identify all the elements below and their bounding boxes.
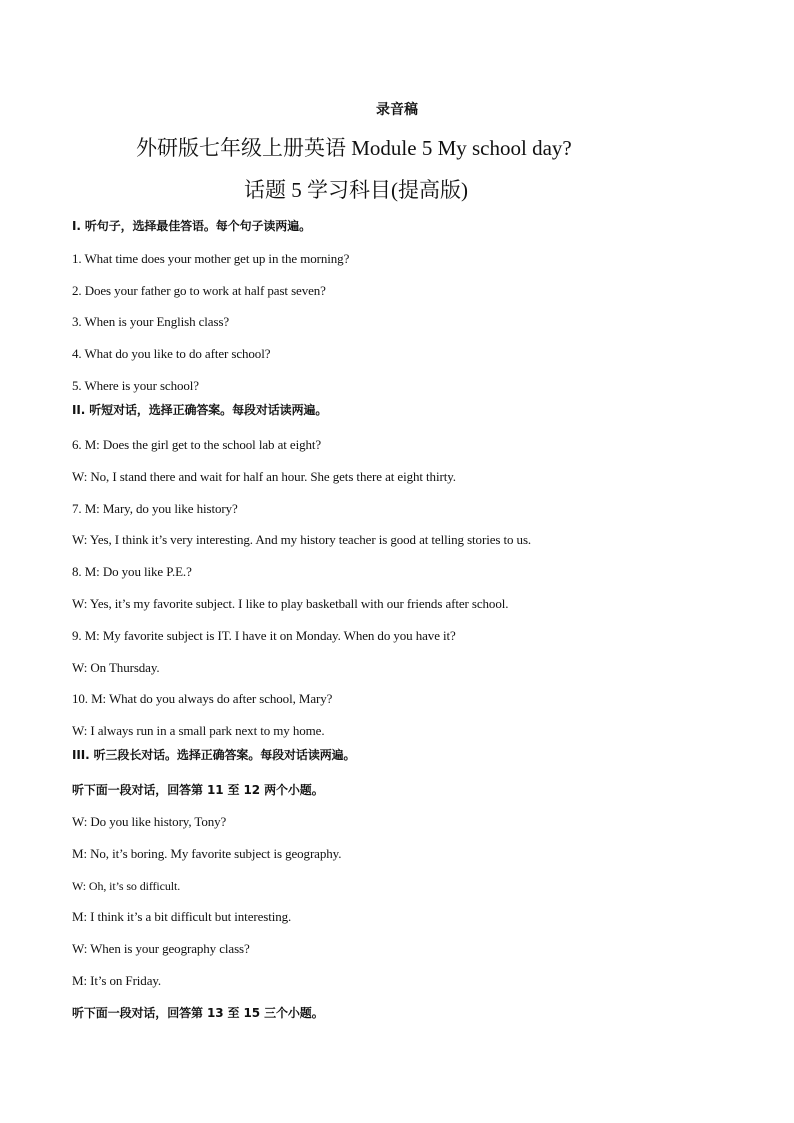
- section-3-line: W: Oh, it’s so difficult.: [72, 879, 181, 893]
- section-3-line: W: Do you like history, Tony?: [72, 814, 227, 829]
- section-3-heading: III. 听三段长对话。选择正确答案。每段对话读两遍。: [72, 748, 356, 762]
- section-1-line: 3. When is your English class?: [72, 314, 230, 329]
- section-2-line: W: I always run in a small park next to my home.: [72, 723, 325, 738]
- section-2-line: 6. M: Does the girl get to the school lab at eight?: [72, 437, 322, 452]
- section-1-line: 1. What time does your mother get up in the morning?: [72, 251, 350, 266]
- section-3-line: M: It’s on Friday.: [72, 973, 162, 988]
- section-1-line: 5. Where is your school?: [72, 378, 199, 393]
- section-3-line: M: No, it’s boring. My favorite subject is geography.: [72, 846, 342, 861]
- section-2-line: W: Yes, it’s my favorite subject. I like to play basketball with our friends after school.: [72, 596, 509, 611]
- section-3-line: M: I think it’s a bit difficult but interesting.: [72, 909, 292, 924]
- section-1-heading: Ⅰ. 听句子，选择最佳答语。每个句子读两遍。: [72, 219, 312, 233]
- section-2-line: W: No, I stand there and wait for half an hour. She gets there at eight thirty.: [72, 469, 456, 484]
- section-3-line: W: When is your geography class?: [72, 941, 250, 956]
- section-1-line: 4. What do you like to do after school?: [72, 346, 271, 361]
- section-2-line: W: On Thursday.: [72, 660, 160, 675]
- document-subtitle: 话题 5 学习科目(提高版): [244, 178, 468, 202]
- section-2-line: 10. M: What do you always do after school, Mary?: [72, 691, 333, 706]
- section-1-line: 2. Does your father go to work at half past seven?: [72, 283, 326, 298]
- section-2-line: 8. M: Do you like P.E.?: [72, 564, 192, 579]
- section-2-heading: II. 听短对话，选择正确答案。每段对话读两遍。: [72, 403, 328, 417]
- transcript-label: 录音稿: [376, 102, 418, 118]
- section-3-subheading: 听下面一段对话，回答第 11 至 12 两个小题。: [72, 783, 324, 797]
- section-2-line: W: Yes, I think it’s very interesting. And my history teacher is good at telling stories to us.: [72, 532, 532, 547]
- section-2-line: 9. M: My favorite subject is IT. I have it on Monday. When do you have it?: [72, 628, 456, 643]
- section-3-subheading: 听下面一段对话，回答第 13 至 15 三个小题。: [72, 1006, 324, 1020]
- section-2-line: 7. M: Mary, do you like history?: [72, 501, 238, 516]
- document-title: 外研版七年级上册英语 Module 5 My school day?: [136, 136, 572, 160]
